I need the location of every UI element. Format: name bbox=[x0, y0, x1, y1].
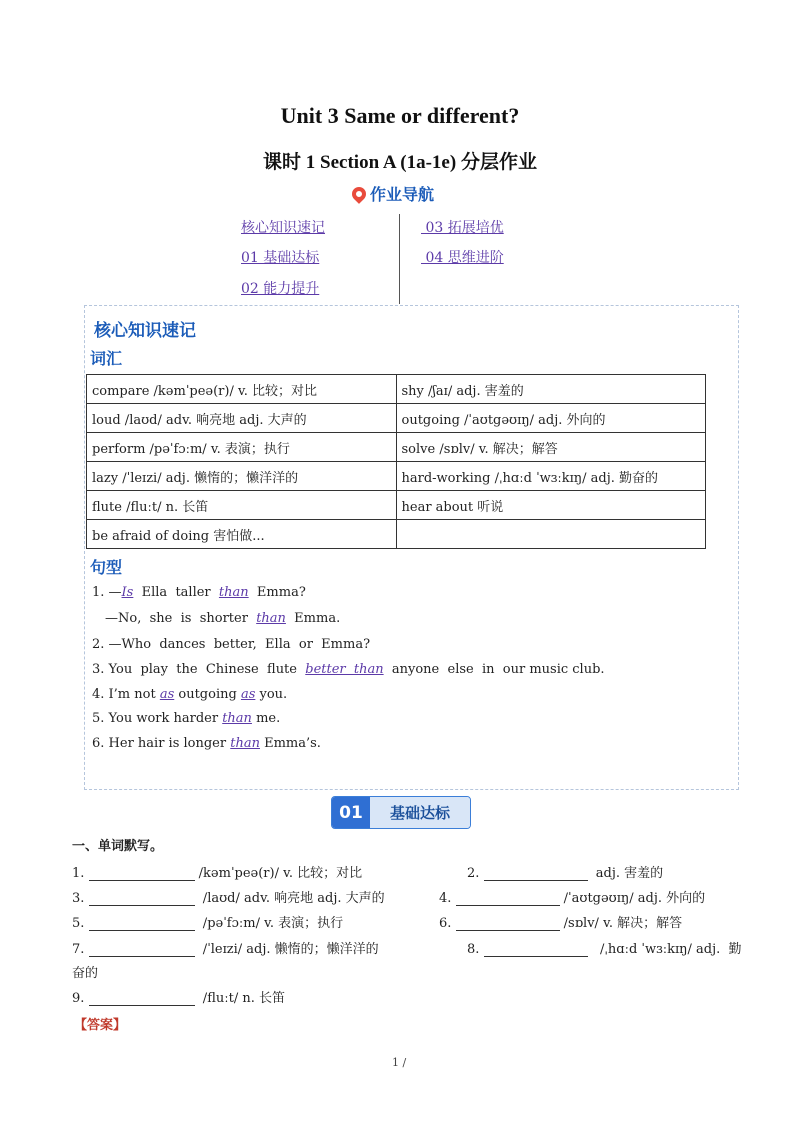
nav-link-02[interactable]: 02 能力提升 bbox=[241, 281, 320, 297]
question-8-wrap: 奋的 bbox=[72, 966, 99, 981]
unit-title: Unit 3 Same or different? bbox=[280, 103, 520, 128]
vocab-table bbox=[86, 374, 706, 549]
question-3: 3. /laʊd/ adv. 响亮地 adj. 大声的 bbox=[72, 891, 385, 906]
exercise-heading: 一、单词默写。 bbox=[72, 839, 164, 854]
vocab-cell: perform /pəˈfɔːm/ v. 表演；执行 bbox=[87, 433, 397, 462]
section-label: 基础达标 bbox=[370, 797, 470, 828]
question-7: 7. /ˈleɪzi/ adj. 懒惰的；懒洋洋的 bbox=[72, 942, 379, 957]
table-row bbox=[87, 520, 706, 549]
sentence-6: 6. Her hair is longer than Emma’s. bbox=[92, 736, 321, 751]
question-6: 6. /sɒlv/ v. 解决；解答 bbox=[439, 916, 683, 931]
answer-blank[interactable] bbox=[89, 916, 195, 931]
section-number: 01 bbox=[332, 797, 370, 828]
nav-heading-label: 作业导航 bbox=[370, 185, 435, 204]
question-9: 9. /fluːt/ n. 长笛 bbox=[72, 991, 285, 1006]
section-01-banner bbox=[331, 796, 471, 829]
answer-blank[interactable] bbox=[89, 942, 195, 957]
answer-blank[interactable] bbox=[456, 891, 560, 906]
vocab-cell: loud /laʊd/ adv. 响亮地 adj. 大声的 bbox=[87, 404, 397, 433]
nav-link-03[interactable]: 03 拓展培优 bbox=[421, 220, 504, 236]
question-5: 5. /pəˈfɔːm/ v. 表演；执行 bbox=[72, 916, 344, 931]
vocab-cell: lazy /ˈleɪzi/ adj. 懒惰的；懒洋洋的 bbox=[87, 462, 397, 491]
table-row bbox=[87, 404, 706, 433]
nav-link-01[interactable]: 01 基础达标 bbox=[241, 250, 320, 266]
answer-blank[interactable] bbox=[456, 916, 560, 931]
nav-link-04[interactable]: 04 思维进阶 bbox=[421, 250, 504, 266]
vocab-cell bbox=[396, 520, 706, 549]
table-row bbox=[87, 375, 706, 404]
answer-blank[interactable] bbox=[89, 866, 195, 881]
sentence-1a: 1. —Is Ella taller than Emma? bbox=[92, 585, 306, 600]
question-2: 2. adj. 害羞的 bbox=[467, 866, 664, 881]
vocab-cell: hear about 听说 bbox=[396, 491, 706, 520]
page-number: 1 / bbox=[392, 1056, 407, 1069]
lesson-subtitle: 课时 1 Section A (1a-1e) 分层作业 bbox=[263, 152, 537, 173]
answer-label: 【答案】 bbox=[74, 1018, 127, 1033]
table-row bbox=[87, 433, 706, 462]
answer-blank[interactable] bbox=[89, 891, 195, 906]
answer-blank[interactable] bbox=[484, 866, 588, 881]
core-heading: 核心知识速记 bbox=[94, 321, 196, 341]
sentences-label: 句型 bbox=[90, 558, 123, 577]
vocab-cell: hard-working /ˌhɑːd ˈwɜːkɪŋ/ adj. 勤奋的 bbox=[396, 462, 706, 491]
table-row bbox=[87, 491, 706, 520]
nav-divider bbox=[399, 214, 400, 304]
sentence-5: 5. You work harder than me. bbox=[92, 711, 281, 726]
question-4: 4. /ˈaʊtgəʊɪŋ/ adj. 外向的 bbox=[439, 891, 706, 906]
answer-blank[interactable] bbox=[484, 942, 588, 957]
nav-link-core[interactable]: 核心知识速记 bbox=[241, 220, 325, 236]
sentence-2: 2. —Who dances better, Ella or Emma? bbox=[92, 637, 371, 652]
sentence-1b: —No, she is shorter than Emma. bbox=[105, 611, 341, 626]
table-row bbox=[87, 462, 706, 491]
sentence-4: 4. I’m not as outgoing as you. bbox=[92, 687, 288, 702]
answer-blank[interactable] bbox=[89, 991, 195, 1006]
question-8: 8. /ˌhɑːd ˈwɜːkɪŋ/ adj. 勤 bbox=[467, 942, 742, 957]
question-1: 1. /kəmˈpeə(r)/ v. 比较；对比 bbox=[72, 866, 363, 881]
sentence-3: 3. You play the Chinese flute better than anyone else in our music club. bbox=[92, 662, 605, 677]
location-pin-icon bbox=[349, 184, 369, 204]
vocab-cell: shy /ʃaɪ/ adj. 害羞的 bbox=[396, 375, 706, 404]
vocab-cell: be afraid of doing 害怕做... bbox=[87, 520, 397, 549]
vocab-cell: solve /sɒlv/ v. 解决；解答 bbox=[396, 433, 706, 462]
vocab-cell: outgoing /ˈaʊtgəʊɪŋ/ adj. 外向的 bbox=[396, 404, 706, 433]
vocab-cell: compare /kəmˈpeə(r)/ v. 比较；对比 bbox=[87, 375, 397, 404]
vocab-cell: flute /fluːt/ n. 长笛 bbox=[87, 491, 397, 520]
vocab-label: 词汇 bbox=[90, 349, 123, 368]
nav-heading bbox=[352, 182, 434, 205]
